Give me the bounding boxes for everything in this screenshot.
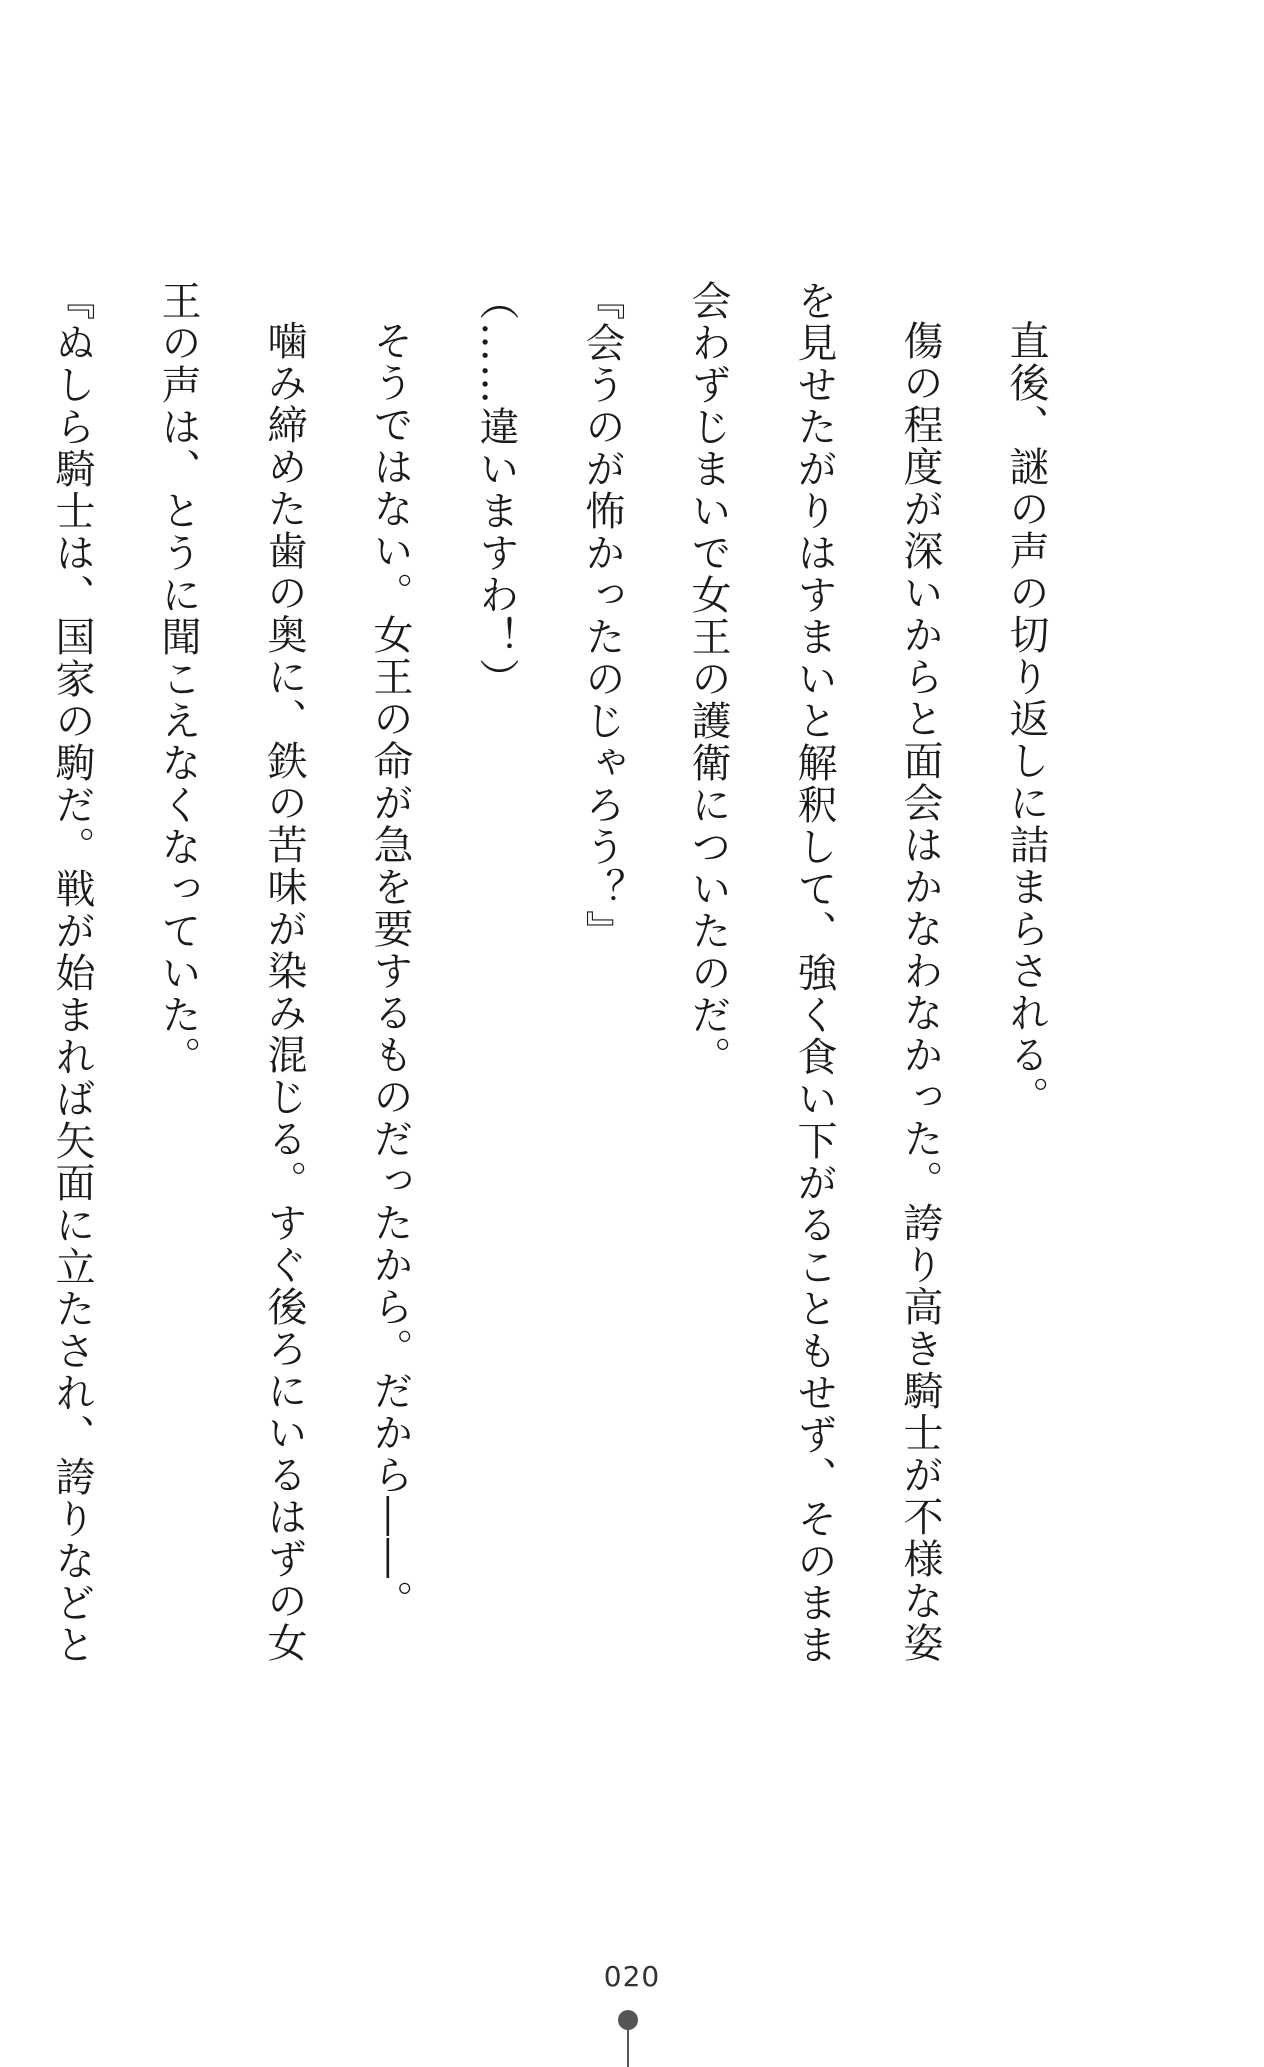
paragraph: 傷の程度が深いからと面会はかなわなかった。誇り高き騎士が不様な姿を見せたがりはすまいと解釈して、強く食い下がることもせず、そのまま会わずじまいで女王の護衛についたのだ。 (685, 280, 943, 1666)
page-footer (0, 1960, 1264, 2067)
page-marker-line (627, 2028, 629, 2067)
page-number: 020 (603, 1960, 661, 1993)
paragraph: 直後、謎の声の切り返しに詰まらされる。 (1003, 320, 1049, 1118)
paragraph: 噛み締めた歯の奥に、鉄の苦味が染み混じる。すぐ後ろにいるはずの女王の声は、とうに聞こえなくなっていた。 (155, 280, 307, 1664)
body-text (49, 280, 1079, 1700)
paragraph: （……違いますわ！） (473, 280, 519, 700)
paragraph: 『ぬしら騎士は、国家の駒だ。戦が始まれば矢面に立たされ、誇りなどと (49, 280, 95, 1666)
paragraph: そうではない。女王の命が急を要するものだったから。だから――。 (367, 320, 413, 1622)
paragraph: 『会うのが怖かったのじゃろう？』 (579, 280, 625, 952)
page-marker-dot-icon (618, 2010, 638, 2030)
